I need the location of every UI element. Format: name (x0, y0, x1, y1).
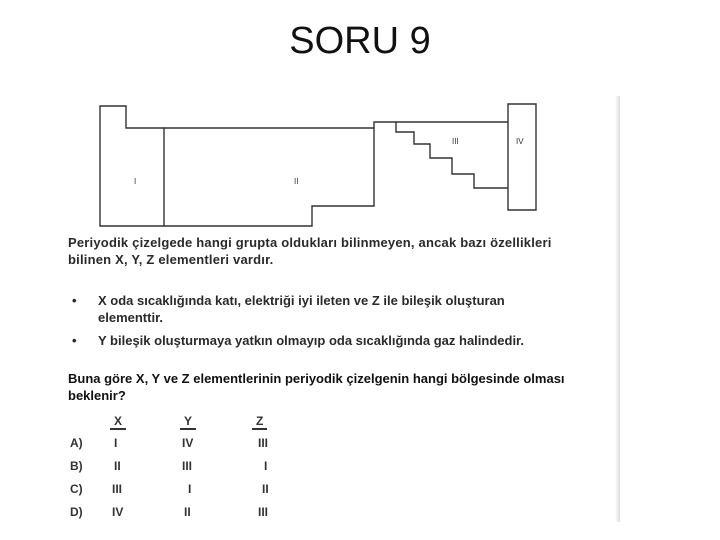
option-c-z: II (262, 482, 269, 496)
option-a-x: I (114, 436, 118, 450)
option-d-x: IV (112, 505, 124, 519)
option-a-letter: A) (70, 436, 83, 450)
option-c-x: III (112, 482, 123, 496)
question-prompt: Buna göre X, Y ve Z elementlerinin periyodik çizelgenin hangi bölgesinde olması beklenir? (68, 371, 565, 403)
option-a-z: III (258, 436, 269, 450)
option-d-z: III (258, 505, 269, 519)
option-b-x: II (114, 459, 121, 473)
region-label-i: I (134, 177, 137, 186)
region-label-iv: IV (516, 137, 524, 146)
periodic-table-diagram (96, 102, 576, 232)
region-label-ii: II (294, 177, 299, 186)
question-scan (66, 96, 620, 522)
option-d-y: II (184, 505, 191, 519)
bullet-dot: • (72, 293, 77, 308)
region-iv-outline (508, 104, 536, 210)
bullet-text: X oda sıcaklığında katı, elektriği iyi ileten ve Z ile bileşik oluşturan elementtir. (98, 293, 505, 325)
scan-edge (615, 96, 620, 522)
region-ii-outline (164, 128, 374, 226)
region-i-outline (100, 106, 164, 226)
question-intro: Periyodik çizelgede hangi grupta oldukları bilinmeyen, ancak bazı özellikleri bilinen X, Y, Z elementleri vardır. (68, 235, 552, 267)
column-header-z: Z (252, 414, 267, 430)
slide-title: SORU 9 (289, 20, 431, 62)
column-header-x: X (110, 414, 126, 430)
bullet-text: Y bileşik oluşturmaya yatkın olmayıp oda sıcaklığında gaz halindedir. (98, 333, 525, 348)
column-header-y: Y (180, 414, 196, 430)
option-b-z: I (264, 459, 268, 473)
option-a-y: IV (182, 436, 194, 450)
bullet-dot: • (72, 333, 77, 348)
option-b-y: III (182, 459, 193, 473)
option-c-letter: C) (70, 482, 83, 496)
option-d-letter: D) (70, 505, 83, 519)
option-b-letter: B) (70, 459, 83, 473)
region-label-iii: III (452, 137, 459, 146)
region-iii-outline (374, 122, 508, 188)
option-c-y: I (188, 482, 192, 496)
